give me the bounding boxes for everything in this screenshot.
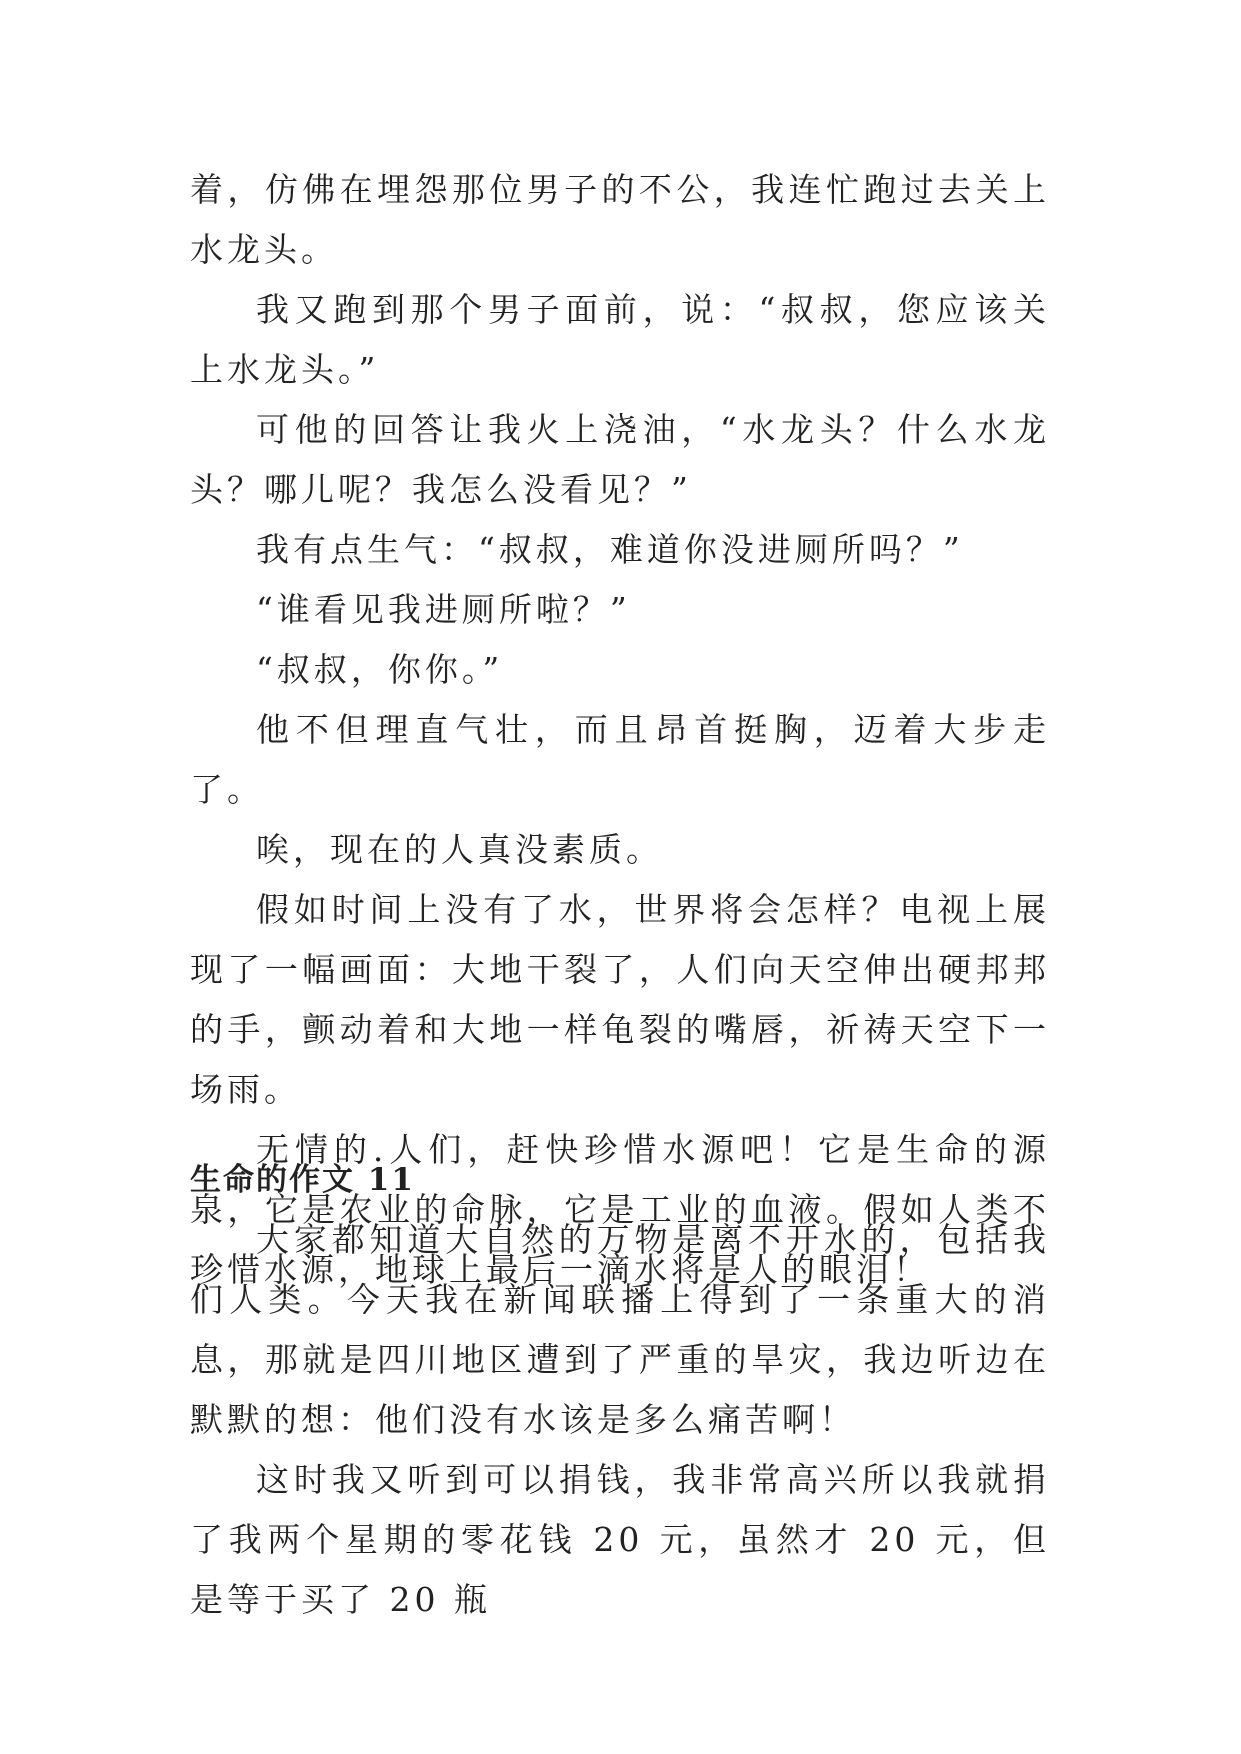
paragraph: 我又跑到那个男子面前，说：“叔叔，您应该关上水龙头。” bbox=[190, 290, 1050, 389]
paragraph: 大家都知道大自然的万物是离不开水的，包括我们人类。今天我在新闻联播上得到了一条重大的消息，那就是四川地区遭到了严重的旱灾，我边听边在默默的想：他们没有水该是多么痛苦啊！ bbox=[190, 1220, 1050, 1439]
paragraph: 着，仿佛在埋怨那位男子的不公，我连忙跑过去关上水龙头。 bbox=[190, 170, 1050, 269]
paragraph: 无情的.人们，赶快珍惜水源吧！它是生命的源泉，它是农业的命脉，它是工业的血液。假如人类不珍惜水源，地球上最后一滴水将是人的眼泪！ bbox=[190, 1130, 1050, 1289]
paragraph: 假如时间上没有了水，世界将会怎样？电视上展现了一幅画面：大地干裂了，人们向天空伸出硬邦邦的手，颤动着和大地一样龟裂的嘴唇，祈祷天空下一场雨。 bbox=[190, 890, 1050, 1109]
paragraph: “谁看见我进厕所啦？” bbox=[256, 590, 631, 629]
paragraph: 我有点生气：“叔叔，难道你没进厕所吗？” bbox=[256, 530, 964, 569]
paragraph: 这时我又听到可以捐钱，我非常高兴所以我就捐了我两个星期的零花钱 20 元，虽然才 20 元，但是等于买了 20 瓶 bbox=[190, 1460, 1050, 1619]
section-2-body bbox=[190, 1210, 1050, 1630]
section-1-body bbox=[190, 160, 1050, 1300]
paragraph: 可他的回答让我火上浇油，“水龙头？什么水龙头？哪儿呢？我怎么没看见？” bbox=[190, 410, 1050, 509]
paragraph: “叔叔，你你。” bbox=[256, 650, 504, 689]
section-title: 生命的作文 11 bbox=[190, 1162, 415, 1198]
paragraph: 他不但理直气壮，而且昂首挺胸，迈着大步走了。 bbox=[190, 710, 1050, 809]
paragraph: 唉，现在的人真没素质。 bbox=[256, 830, 663, 869]
